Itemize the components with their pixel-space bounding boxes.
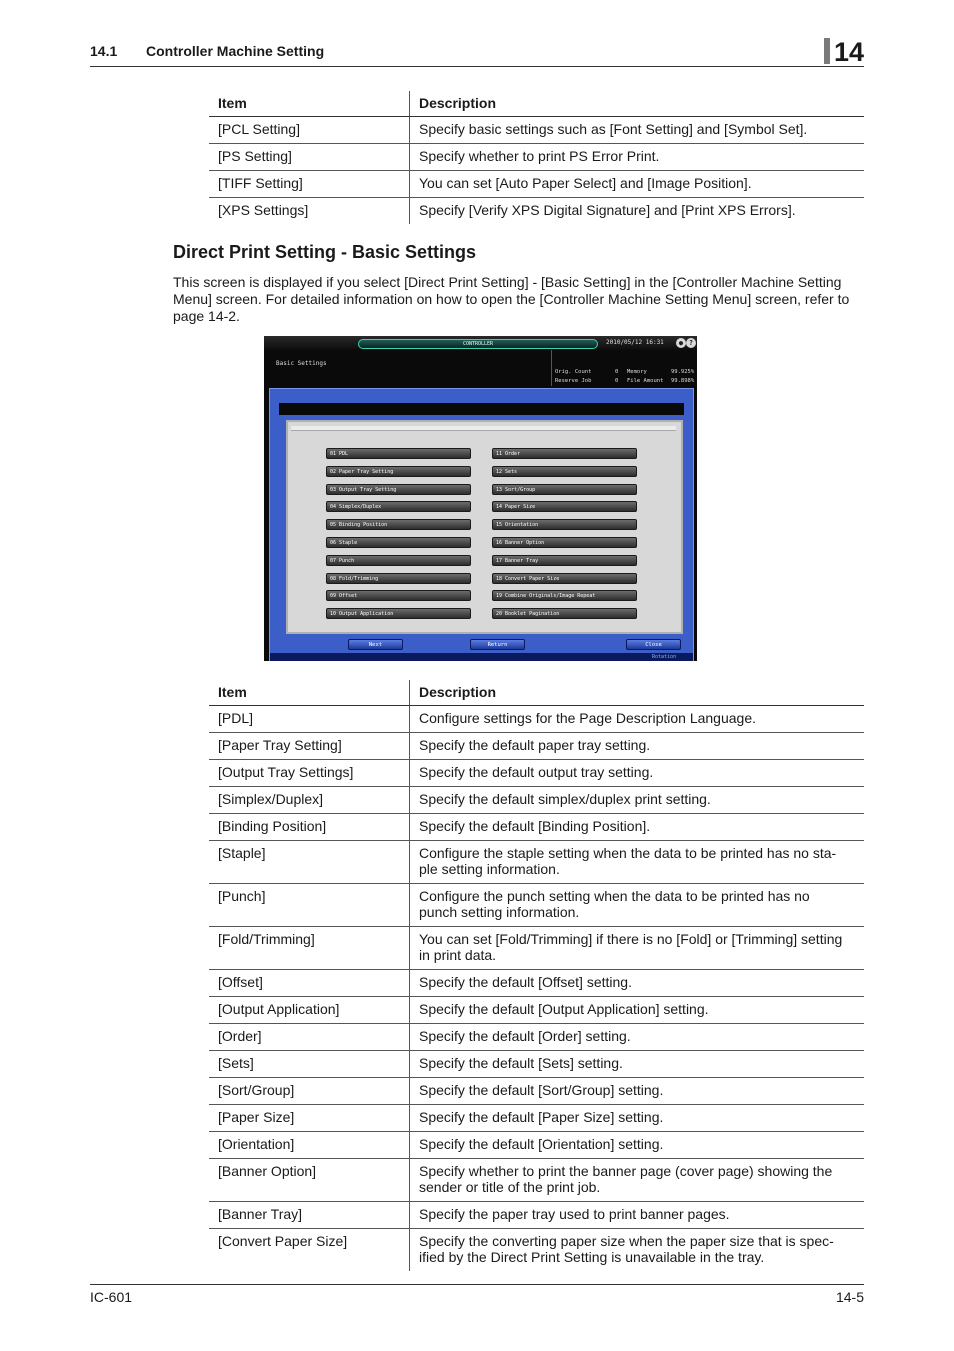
settings-table-1 <box>209 91 864 224</box>
description-cell: Specify whether to print PS Error Print. <box>410 144 865 171</box>
item-cell: [Banner Option] <box>209 1159 410 1202</box>
item-cell: [PCL Setting] <box>209 117 410 144</box>
description-cell: Specify the converting paper size when the paper size that is spec- ified by the Direct Print Setting is unavailable in the tray. <box>410 1229 865 1272</box>
table-row <box>209 171 864 198</box>
description-cell: Configure the punch setting when the data to be printed has no punch setting information. <box>410 884 865 927</box>
menu-button[interactable]: 04 Simplex/Duplex <box>326 501 471 512</box>
item-cell: [Fold/Trimming] <box>209 927 410 970</box>
menu-button[interactable]: 12 Sets <box>492 466 637 477</box>
table-row <box>209 997 864 1024</box>
menu-button[interactable]: 06 Staple <box>326 537 471 548</box>
menu-button[interactable]: 11 Order <box>492 448 637 459</box>
description-cell: Specify the default [Paper Size] setting. <box>410 1105 865 1132</box>
date-time: 2010/05/12 16:31 <box>606 339 664 346</box>
description-cell: Specify the paper tray used to print banner pages. <box>410 1202 865 1229</box>
table-row <box>209 1229 864 1272</box>
item-cell: [PDL] <box>209 706 410 733</box>
menu-button[interactable]: 20 Booklet Pagination <box>492 608 637 619</box>
column-header-description: Description <box>410 91 865 117</box>
item-cell: [Paper Tray Setting] <box>209 733 410 760</box>
item-cell: [Order] <box>209 1024 410 1051</box>
item-cell: [Simplex/Duplex] <box>209 787 410 814</box>
description-cell: Specify the default [Output Application] setting. <box>410 997 865 1024</box>
menu-button[interactable]: 18 Convert Paper Size <box>492 573 637 584</box>
table-row <box>209 117 864 144</box>
menu-button-area <box>286 420 683 634</box>
item-cell: [TIFF Setting] <box>209 171 410 198</box>
item-cell: [Staple] <box>209 841 410 884</box>
item-cell: [Punch] <box>209 884 410 927</box>
column-header-item: Item <box>209 680 410 706</box>
file-amount-label: File Amount <box>627 378 664 384</box>
menu-button[interactable]: 08 Fold/Trimming <box>326 573 471 584</box>
menu-button[interactable]: 02 Paper Tray Setting <box>326 466 471 477</box>
description-cell: Specify the default [Sets] setting. <box>410 1051 865 1078</box>
item-cell: [Orientation] <box>209 1132 410 1159</box>
table-row <box>209 814 864 841</box>
table-row <box>209 841 864 884</box>
column-header-description: Description <box>410 680 865 706</box>
item-cell: [Output Tray Settings] <box>209 760 410 787</box>
table-row <box>209 198 864 225</box>
item-cell: [Output Application] <box>209 997 410 1024</box>
screen-top-bar <box>264 336 697 350</box>
item-cell: [Paper Size] <box>209 1105 410 1132</box>
close-button[interactable]: Close <box>626 639 681 650</box>
reserve-job-label: Reserve Job <box>555 378 592 384</box>
menu-button[interactable]: 01 PDL <box>326 448 471 459</box>
menu-button[interactable]: 16 Banner Option <box>492 537 637 548</box>
description-cell: Specify the default [Sort/Group] setting. <box>410 1078 865 1105</box>
controller-title: CONTROLLER <box>358 339 598 349</box>
table-row <box>209 1078 864 1105</box>
rotation-button[interactable]: Rotation <box>652 654 677 660</box>
reserve-job-value: 0 <box>615 378 619 384</box>
table-row <box>209 1051 864 1078</box>
status-icon[interactable]: ● <box>676 338 686 348</box>
screenshot-basic-settings <box>264 336 697 661</box>
description-cell: Specify the default simplex/duplex print setting. <box>410 787 865 814</box>
menu-button[interactable]: 15 Orientation <box>492 519 637 530</box>
description-cell: Specify the default output tray setting. <box>410 760 865 787</box>
table-row <box>209 1159 864 1202</box>
orig-count-label: Orig. Count <box>555 369 592 375</box>
page-header <box>90 37 864 67</box>
description-cell: Specify the default paper tray setting. <box>410 733 865 760</box>
table-row <box>209 706 864 733</box>
table-row <box>209 1202 864 1229</box>
description-cell: Specify the default [Orientation] setting. <box>410 1132 865 1159</box>
menu-button[interactable]: 09 Offset <box>326 590 471 601</box>
table-row <box>209 884 864 927</box>
description-cell: Specify whether to print the banner page (cover page) showing the sender or title of the print job. <box>410 1159 865 1202</box>
page-number: 14-5 <box>835 1289 864 1305</box>
section-title: Controller Machine Setting <box>146 43 325 59</box>
item-cell: [Sets] <box>209 1051 410 1078</box>
description-cell: Configure settings for the Page Description Language. <box>419 710 756 726</box>
menu-button[interactable]: 13 Sort/Group <box>492 484 637 495</box>
screen-title: Basic Settings <box>276 360 327 367</box>
table-row <box>209 144 864 171</box>
orig-count-value: 0 <box>615 369 619 375</box>
column-header-item: Item <box>209 91 410 117</box>
chapter-marker <box>824 38 830 64</box>
description-cell: You can set [Auto Paper Select] and [Image Position]. <box>410 171 865 198</box>
table-row <box>209 787 864 814</box>
description-cell: Specify [Verify XPS Digital Signature] and [Print XPS Errors]. <box>410 198 865 225</box>
item-cell: [Binding Position] <box>209 814 410 841</box>
next-button[interactable]: Next <box>348 639 403 650</box>
table-row <box>209 1132 864 1159</box>
menu-button[interactable]: 10 Output Application <box>326 608 471 619</box>
page-footer <box>90 1284 864 1305</box>
table-row <box>209 1024 864 1051</box>
description-cell: Specify basic settings such as [Font Setting] and [Symbol Set]. <box>419 121 808 137</box>
description-cell: Specify the default [Order] setting. <box>410 1024 865 1051</box>
return-button[interactable]: Return <box>470 639 525 650</box>
item-cell: [PS Setting] <box>209 144 410 171</box>
product-code: IC-601 <box>90 1289 133 1305</box>
description-cell: Configure the staple setting when the data to be printed has no sta- ple setting information. <box>410 841 865 884</box>
status-panel <box>551 350 697 386</box>
table-row <box>209 760 864 787</box>
item-cell: [Convert Paper Size] <box>209 1229 410 1272</box>
chapter-number: 14 <box>833 37 864 67</box>
memory-value: 99.925% <box>671 369 695 375</box>
item-cell: [Banner Tray] <box>209 1202 410 1229</box>
screen-bottom-bar <box>270 653 693 661</box>
menu-button[interactable]: 03 Output Tray Setting <box>326 484 471 495</box>
menu-button[interactable]: 07 Punch <box>326 555 471 566</box>
panel-header-band <box>279 403 684 415</box>
section-paragraph: This screen is displayed if you select [Direct Print Setting] - [Basic Setting] in the [Controller Machine Setting Menu] screen. For detailed information on how to open the [Controller Machine Setting Menu] screen, refer to page 14-2. <box>173 274 850 324</box>
item-cell: [XPS Settings] <box>209 198 410 225</box>
menu-button[interactable]: 17 Banner Tray <box>492 555 637 566</box>
item-cell: [Offset] <box>209 970 410 997</box>
description-cell: Specify the default [Offset] setting. <box>410 970 865 997</box>
menu-button[interactable]: 05 Binding Position <box>326 519 471 530</box>
settings-table-2 <box>209 680 864 1271</box>
table-row <box>209 733 864 760</box>
file-amount-value: 99.898% <box>671 378 695 384</box>
item-cell: [Sort/Group] <box>209 1078 410 1105</box>
section-heading: Direct Print Setting - Basic Settings <box>173 242 477 262</box>
section-number: 14.1 <box>90 43 118 59</box>
memory-label: Memory <box>627 369 647 375</box>
menu-button[interactable]: 19 Combine Originals/Image Repeat <box>492 590 637 601</box>
help-icon[interactable]: ? <box>686 338 696 348</box>
menu-button[interactable]: 14 Paper Size <box>492 501 637 512</box>
settings-panel <box>269 388 694 661</box>
description-cell: Specify the default [Binding Position]. <box>410 814 865 841</box>
description-cell: You can set [Fold/Trimming] if there is no [Fold] or [Trimming] setting in print data. <box>410 927 865 970</box>
table-row <box>209 1105 864 1132</box>
divider <box>291 426 676 431</box>
table-row <box>209 927 864 970</box>
table-row <box>209 970 864 997</box>
